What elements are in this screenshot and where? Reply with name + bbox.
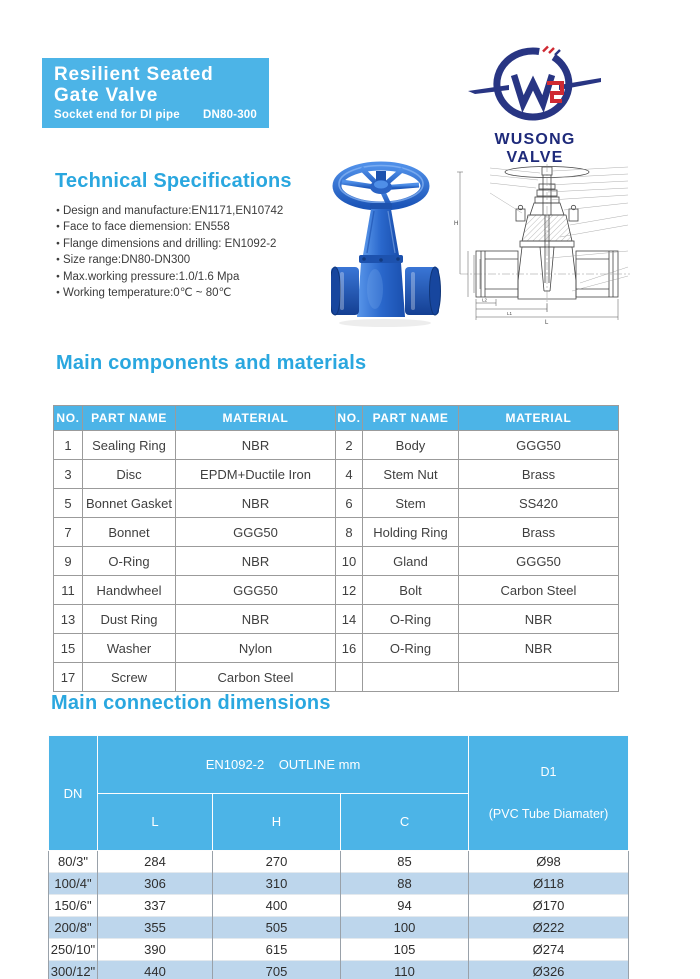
table-cell: 440 bbox=[98, 961, 213, 979]
col-header-d1 bbox=[469, 736, 629, 851]
table-cell: 4 bbox=[336, 460, 363, 489]
component-row bbox=[54, 431, 619, 460]
table-cell: 337 bbox=[98, 895, 213, 917]
title-banner bbox=[42, 58, 269, 128]
table-cell: 8 bbox=[336, 518, 363, 547]
table-cell: Ø222 bbox=[469, 917, 629, 939]
table-cell: Bolt bbox=[363, 576, 459, 605]
table-cell: Bonnet bbox=[83, 518, 176, 547]
table-cell: O-Ring bbox=[83, 547, 176, 576]
table-cell: 270 bbox=[213, 851, 341, 873]
table-cell: 100/4" bbox=[49, 873, 98, 895]
components-header-row bbox=[54, 406, 619, 431]
table-cell: 310 bbox=[213, 873, 341, 895]
table-cell: Carbon Steel bbox=[459, 576, 619, 605]
dimension-row bbox=[49, 917, 629, 939]
size-range: DN80-300 bbox=[202, 109, 257, 121]
product-title-line2: Gate Valve bbox=[54, 84, 159, 106]
table-cell: 250/10" bbox=[49, 939, 98, 961]
col-header-l: L bbox=[98, 793, 213, 851]
component-row bbox=[54, 634, 619, 663]
table-cell: NBR bbox=[459, 605, 619, 634]
table-cell: NBR bbox=[459, 634, 619, 663]
table-cell: GGG50 bbox=[459, 547, 619, 576]
dimension-row bbox=[49, 873, 629, 895]
table-cell: 6 bbox=[336, 489, 363, 518]
table-cell: 505 bbox=[213, 917, 341, 939]
table-cell: 150/6" bbox=[49, 895, 98, 917]
table-cell: 1 bbox=[54, 431, 83, 460]
table-cell: Stem bbox=[363, 489, 459, 518]
table-cell: 80/3" bbox=[49, 851, 98, 873]
spec-item: ● Size range:DN80-DN300 bbox=[56, 252, 283, 268]
table-cell: GGG50 bbox=[459, 431, 619, 460]
component-row bbox=[54, 489, 619, 518]
table-cell: 100 bbox=[341, 917, 469, 939]
dim-label-l2: L2 bbox=[482, 297, 488, 303]
component-row bbox=[54, 547, 619, 576]
table-cell: SS420 bbox=[459, 489, 619, 518]
table-cell: Stem Nut bbox=[363, 460, 459, 489]
table-cell: 705 bbox=[213, 961, 341, 979]
table-cell: O-Ring bbox=[363, 605, 459, 634]
table-cell: 390 bbox=[98, 939, 213, 961]
table-cell: GGG50 bbox=[176, 518, 336, 547]
components-table bbox=[53, 405, 619, 692]
dimensions-table bbox=[48, 735, 629, 979]
brand-logo bbox=[465, 44, 605, 167]
components-table-body bbox=[54, 431, 619, 692]
component-row bbox=[54, 460, 619, 489]
table-cell: 12 bbox=[336, 576, 363, 605]
table-cell: Ø274 bbox=[469, 939, 629, 961]
table-cell: 400 bbox=[213, 895, 341, 917]
table-cell: 16 bbox=[336, 634, 363, 663]
dim-label-l1: L1 bbox=[507, 311, 513, 316]
table-cell: 355 bbox=[98, 917, 213, 939]
table-cell: 14 bbox=[336, 605, 363, 634]
table-cell: Handwheel bbox=[83, 576, 176, 605]
dimension-row bbox=[49, 851, 629, 873]
table-cell: Brass bbox=[459, 518, 619, 547]
table-cell: Screw bbox=[83, 663, 176, 692]
col-header-dn: DN bbox=[49, 736, 98, 851]
table-cell: 105 bbox=[341, 939, 469, 961]
table-cell: 2 bbox=[336, 431, 363, 460]
component-row bbox=[54, 663, 619, 692]
table-cell: Ø118 bbox=[469, 873, 629, 895]
brand-name: WUSONG VALVE bbox=[494, 131, 576, 166]
col-header-c: C bbox=[341, 793, 469, 851]
product-title-line1: Resilient Seated bbox=[54, 64, 214, 85]
table-cell: GGG50 bbox=[176, 576, 336, 605]
table-cell: NBR bbox=[176, 605, 336, 634]
table-cell: 110 bbox=[341, 961, 469, 979]
dim-label-l: L bbox=[545, 320, 549, 326]
spec-item: ● Flange dimensions and drilling: EN1092-2 bbox=[56, 236, 283, 252]
table-cell: 15 bbox=[54, 634, 83, 663]
components-heading: Main components and materials bbox=[56, 352, 367, 374]
table-cell: Brass bbox=[459, 460, 619, 489]
dimensions-heading: Main connection dimensions bbox=[51, 692, 331, 714]
col-header: MATERIAL bbox=[176, 406, 336, 431]
table-cell: 17 bbox=[54, 663, 83, 692]
table-cell: Carbon Steel bbox=[176, 663, 336, 692]
table-cell: O-Ring bbox=[363, 634, 459, 663]
table-cell: NBR bbox=[176, 547, 336, 576]
table-cell: Holding Ring bbox=[363, 518, 459, 547]
table-cell: 9 bbox=[54, 547, 83, 576]
table-cell: Dust Ring bbox=[83, 605, 176, 634]
table-cell: EPDM+Ductile Iron bbox=[176, 460, 336, 489]
dim-label-h: H bbox=[454, 221, 459, 227]
table-cell: Ø170 bbox=[469, 895, 629, 917]
table-cell: NBR bbox=[176, 489, 336, 518]
spec-item: ● Design and manufacture:EN1171,EN10742 bbox=[56, 203, 283, 219]
table-cell: 300/12" bbox=[49, 961, 98, 979]
table-cell: 10 bbox=[336, 547, 363, 576]
dimensions-header-row1 bbox=[49, 736, 629, 794]
table-cell: 94 bbox=[341, 895, 469, 917]
table-cell: Disc bbox=[83, 460, 176, 489]
dimensions-table-body bbox=[49, 851, 629, 979]
table-cell: 615 bbox=[213, 939, 341, 961]
spec-item: ● Max.working pressure:1.0/1.6 Mpa bbox=[56, 269, 283, 285]
table-cell: 3 bbox=[54, 460, 83, 489]
table-cell bbox=[363, 663, 459, 692]
table-cell: 11 bbox=[54, 576, 83, 605]
tech-specs-heading: Technical Specifications bbox=[55, 170, 292, 192]
component-row bbox=[54, 518, 619, 547]
table-cell: Sealing Ring bbox=[83, 431, 176, 460]
spec-item: ● Working temperature:0℃ ~ 80℃ bbox=[56, 285, 283, 301]
component-row bbox=[54, 576, 619, 605]
col-header: NO. bbox=[54, 406, 83, 431]
dimension-row bbox=[49, 895, 629, 917]
table-cell: Washer bbox=[83, 634, 176, 663]
dimension-row bbox=[49, 961, 629, 979]
spec-list bbox=[56, 203, 283, 301]
table-cell: NBR bbox=[176, 431, 336, 460]
d1-label-line1: D1 bbox=[540, 765, 557, 779]
col-header: NO. bbox=[336, 406, 363, 431]
col-header-h: H bbox=[213, 793, 341, 851]
col-header-group: EN1092-2 OUTLINE mm bbox=[98, 736, 469, 794]
table-cell: 85 bbox=[341, 851, 469, 873]
table-cell: Nylon bbox=[176, 634, 336, 663]
table-cell: 200/8" bbox=[49, 917, 98, 939]
spec-item: ● Face to face diemension: EN558 bbox=[56, 219, 283, 235]
dimension-row bbox=[49, 939, 629, 961]
table-cell: Ø98 bbox=[469, 851, 629, 873]
table-cell bbox=[459, 663, 619, 692]
table-cell: Body bbox=[363, 431, 459, 460]
table-cell: Ø326 bbox=[469, 961, 629, 979]
col-header: PART NAME bbox=[363, 406, 459, 431]
table-cell: 306 bbox=[98, 873, 213, 895]
table-cell bbox=[336, 663, 363, 692]
table-cell: Bonnet Gasket bbox=[83, 489, 176, 518]
table-cell: 88 bbox=[341, 873, 469, 895]
table-cell: 7 bbox=[54, 518, 83, 547]
product-subtitle: Socket end for DI pipe bbox=[54, 109, 180, 121]
table-cell: 5 bbox=[54, 489, 83, 518]
valve-photo bbox=[331, 159, 441, 329]
valve-drawing bbox=[452, 163, 638, 326]
col-header: MATERIAL bbox=[459, 406, 619, 431]
table-cell: Gland bbox=[363, 547, 459, 576]
table-cell: 284 bbox=[98, 851, 213, 873]
component-row bbox=[54, 605, 619, 634]
wusong-logo-icon bbox=[465, 44, 605, 124]
col-header: PART NAME bbox=[83, 406, 176, 431]
d1-label-line2: (PVC Tube Diamater) bbox=[488, 807, 609, 821]
table-cell: 13 bbox=[54, 605, 83, 634]
